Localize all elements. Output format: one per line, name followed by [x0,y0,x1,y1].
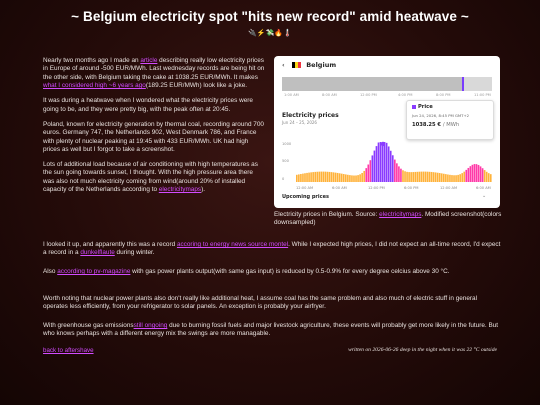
article-link[interactable]: article [140,57,158,64]
chevron-down-icon[interactable]: ⌄ [482,193,487,199]
price-bar [341,174,343,182]
price-bar [412,172,414,182]
price-bar [423,172,425,182]
price-bar [312,172,314,182]
price-bar [476,164,478,182]
price-bar [327,172,329,182]
price-bar [374,151,376,182]
y-tick-0: 0 [282,177,285,181]
price-bar [441,173,443,182]
price-bar [404,171,406,182]
price-bar [421,172,423,182]
price-bar [308,173,310,182]
price-bar [316,172,318,182]
price-bar [314,172,316,182]
x-tick: 6:00 PM [404,186,419,190]
paragraph-gas: Also according to pv-magazine with gas power plants output(with same gas input) is reduced by 0.5-0.9% for every degree celcius above 30 °C. [43,268,450,275]
back-to-aftershave-link[interactable]: back to aftershave [43,347,94,354]
price-bar [353,176,355,182]
tooltip-date: Jun 24, 2026, 8:45 PM GMT+2 [412,112,470,118]
price-bar [482,168,484,182]
pv-magazine-link[interactable]: according to pv-magazine [57,268,131,275]
price-bar [304,173,306,182]
upcoming-prices-label: Upcoming prices [282,194,329,200]
price-bar [472,165,474,182]
price-bar [435,172,437,182]
price-bar [394,160,396,182]
price-bar [402,170,404,182]
country-name: Belgium [306,61,337,69]
tooltip-unit: / MWh [442,121,460,128]
price-bar [363,171,365,182]
paragraph-intro: Nearly two months ago I made an article describing really low electricity prices in Europe of around -500 EUR/MWh. Last wednesday records are being hit on the other side, with Belgium taking the cake at 1038.25 EUR/MWh. It makes what I considered high ~6 years ago(189.25 EUR/MWh) look like a joke. [43,57,265,90]
price-bar [463,172,465,182]
price-bar [488,173,490,182]
paragraph-countries: Poland, known for electricity generation by thermal coal, recording around 700 euros. Germany 747, the Netherlands 902, West Denmark 786, and France with plenty of nuclear peaking at 19:45 with 433 EUR/MWh. UK had high prices as well but I forgot to take a screenshot. [43,120,264,154]
price-bar [484,170,486,182]
price-bar [406,172,408,182]
price-bar [321,172,323,182]
price-bar [345,174,347,182]
electricity-price-screenshot [274,56,500,208]
price-bar [453,175,455,182]
price-bar [437,173,439,182]
high-prices-link[interactable]: what I considered high ~6 years ago [43,82,146,90]
chart-title: Electricity prices [282,112,339,119]
caption-electricitymaps-link[interactable]: electricitymaps [379,211,422,218]
y-tick-500: 500 [282,159,289,163]
price-bar [333,172,335,182]
price-bar [470,166,472,182]
price-bar [445,174,447,182]
price-bar [351,175,353,182]
electricitymaps-link[interactable]: electricitymaps [158,186,202,194]
price-bar [414,172,416,182]
price-bar [370,160,372,182]
price-bar [431,172,433,182]
price-bar [443,174,445,182]
price-swatch-icon [412,105,416,109]
paragraph-greenhouse: With greenhouse gas emissionsstill ongoing due to burning fossil fuels and major livestock agriculture, these events will probably get more likely in the future. But who knows perhaps with a different energy mix the swings are more managable. [43,322,499,338]
price-bar [361,173,363,182]
price-bar [300,174,302,182]
price-bar [400,169,402,182]
price-bar [396,163,398,182]
page-title: ~ Belgium electricity spot "hits new record" amid heatwave ~ [71,9,469,24]
range-tick: 1:00 AM [284,93,299,97]
paragraph-heatwave: It was during a heatwave when I wondered what the electricity prices were going to be, and they were pretty big, with the peak often at 20:45. [43,97,253,113]
montel-link[interactable]: accoring to energy news source montel [176,241,289,248]
price-bar [386,143,388,182]
price-bar [329,172,331,182]
price-bar [347,175,349,182]
price-bar [459,174,461,182]
price-bar [486,172,488,182]
price-bar [323,172,325,182]
price-bar [427,172,429,182]
price-bar [490,174,492,182]
price-bar [355,175,357,182]
price-bar [343,174,345,182]
price-bar [398,166,400,182]
price-bar [378,143,380,183]
price-bar [410,172,412,182]
price-bar [474,164,476,182]
price-bar [359,174,361,182]
price-bar [447,175,449,183]
price-bar [382,142,384,182]
price-bar [439,173,441,182]
price-bar [408,172,410,182]
x-tick: 6:00 AM [332,186,347,190]
paragraph-air-conditioning: Lots of additional load because of air conditioning with high temperatures as the sun going towards sunset, I thought. With the high pressure area there was also not much electricity coming from wind(around 20% of installed capacity of the Netherlands according to electricitymaps). [43,161,258,194]
dunkelflaute-link[interactable]: dunkelflaute [80,249,115,257]
x-tick: 6:00 AM [476,186,491,190]
written-date: written on 2026-06-26 deep in the night when it was 22 °C outside [348,347,497,353]
price-bar [376,146,378,182]
price-bar [451,175,453,182]
price-bar [372,155,374,182]
price-bar [318,172,320,182]
price-bar [425,172,427,182]
price-bar [367,165,369,182]
price-bar [306,173,308,182]
intro-column [43,57,265,201]
price-bar [365,168,367,182]
still-ongoing-link[interactable]: still ongoing [133,322,168,329]
price-bar [357,175,359,182]
price-bar [457,175,459,182]
price-bar [419,172,421,182]
price-bar [468,168,470,182]
price-bar [339,173,341,182]
range-tick: 11:00 PM [474,93,491,97]
tooltip-value: 1038.25 € [412,121,442,128]
price-bar [429,172,431,182]
price-bar [449,175,451,182]
price-bar [325,172,327,182]
back-arrow-icon: ‹ [282,61,285,69]
chart-date-range: Jun 24 – 25, 2026 [282,120,317,125]
price-bar [478,165,480,182]
range-tick: 12:00 PM [360,93,377,97]
price-bar [349,175,351,182]
screenshot-caption: Electricity prices in Belgium. Source: electricitymaps. Modified screenshot(colors downsampled) [274,211,502,227]
price-bar [388,146,390,182]
price-bar [298,174,300,182]
price-tooltip: Price Jun 24, 2026, 8:45 PM GMT+2 1038.25 € / MWh [406,100,494,140]
paragraph-record: I looked it up, and apparently this was a record accoring to energy news source montel. While I expected high prices, I did not expect an all-time record, I'd expect a record in a dunkelflaute during winter. [43,241,501,257]
price-bar [465,170,467,182]
range-tick: 8:00 AM [322,93,337,97]
emoji-row: 🔌⚡💸🔥🌡️ [248,30,292,37]
price-bar [392,155,394,182]
x-tick: 12:00 AM [296,186,314,190]
price-bar [310,172,312,182]
range-tick: 8:00 PM [436,93,451,97]
price-bar [335,173,337,182]
price-bar [296,175,298,182]
y-tick-1000: 1000 [282,142,292,146]
price-bar [461,173,463,182]
price-bar [416,172,418,182]
paragraph-nuclear: Worth noting that nuclear power plants also don't really like additional heat, I assume coal has the same problem and also much of electric stuff in general operates less efficiently, from your refrigerator to solar panels. An exception is probably your airfryer. [43,295,478,311]
price-bar [331,172,333,182]
price-bar [380,142,382,182]
price-bar [433,172,435,182]
x-tick: 12:00 AM [440,186,458,190]
price-bar [390,151,392,182]
price-bar [480,166,482,182]
price-bar [302,174,304,182]
price-bar [384,142,386,182]
x-tick: 12:00 PM [368,186,385,190]
price-bar [337,173,339,182]
peak-marker [381,142,385,146]
price-bar [455,175,457,182]
range-tick: 4:00 PM [398,93,413,97]
